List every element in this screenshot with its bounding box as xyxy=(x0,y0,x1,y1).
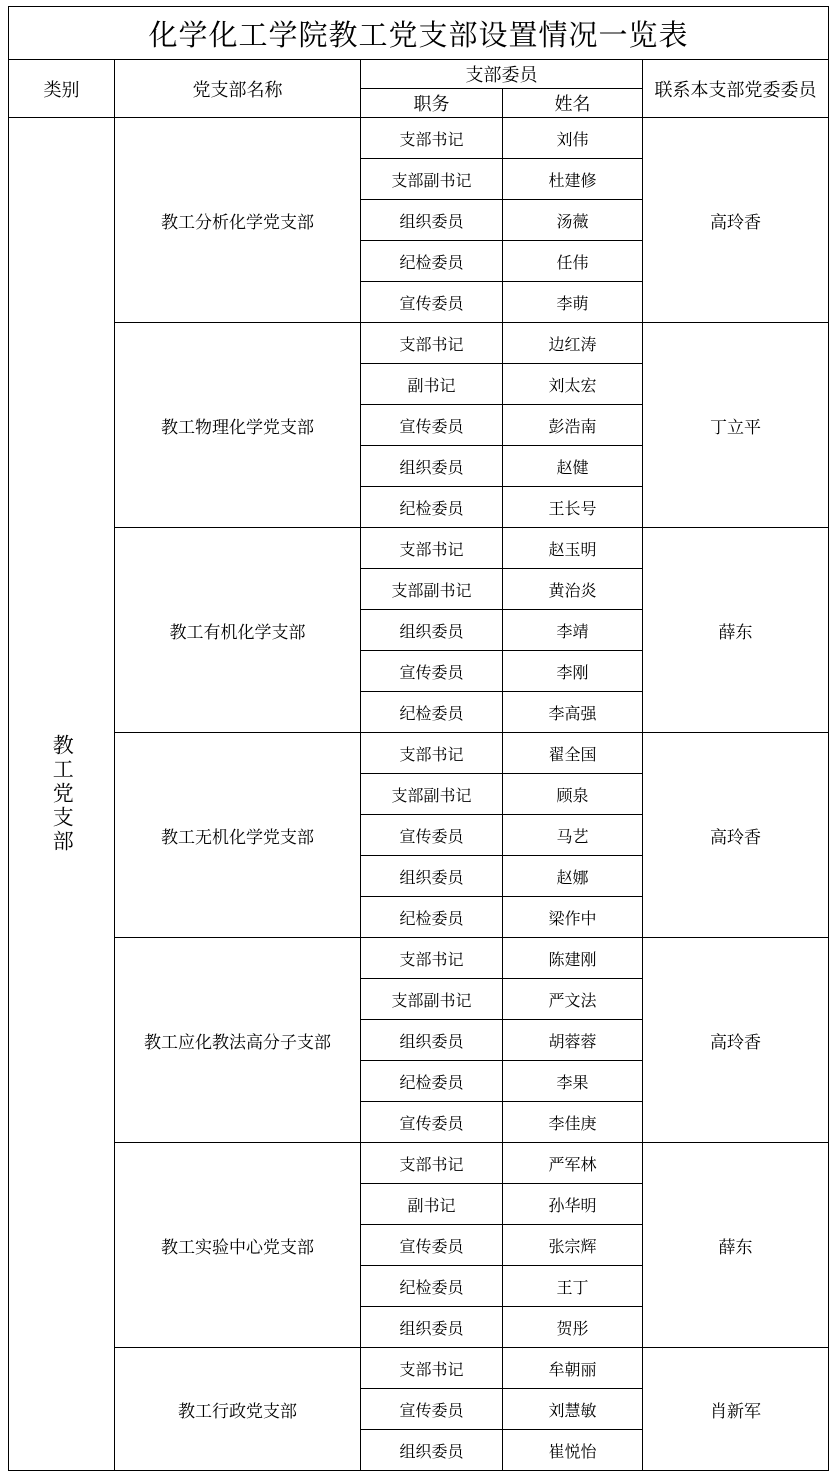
member-role-cell: 宣传委员 xyxy=(361,1102,503,1143)
member-role-cell: 支部书记 xyxy=(361,118,503,159)
member-role-cell: 宣传委员 xyxy=(361,405,503,446)
branch-name-cell: 教工物理化学党支部 xyxy=(115,323,361,528)
member-role-cell: 组织委员 xyxy=(361,1020,503,1061)
member-role-cell: 副书记 xyxy=(361,1184,503,1225)
header-name: 姓名 xyxy=(503,89,643,118)
member-role-cell: 纪检委员 xyxy=(361,241,503,282)
header-row-1 xyxy=(9,60,829,89)
member-role-cell: 宣传委员 xyxy=(361,1389,503,1430)
table-row xyxy=(9,1348,829,1389)
member-role-cell: 支部书记 xyxy=(361,938,503,979)
category-label: 教工党支部 xyxy=(50,734,75,854)
member-name-cell: 赵玉明 xyxy=(503,528,643,569)
header-committee: 支部委员 xyxy=(361,60,643,89)
member-name-cell: 王丁 xyxy=(503,1266,643,1307)
member-role-cell: 组织委员 xyxy=(361,856,503,897)
member-name-cell: 牟朝丽 xyxy=(503,1348,643,1389)
member-name-cell: 李刚 xyxy=(503,651,643,692)
header-liaison: 联系本支部党委委员 xyxy=(643,60,829,118)
member-name-cell: 王长号 xyxy=(503,487,643,528)
member-name-cell: 赵健 xyxy=(503,446,643,487)
branch-name-cell: 教工有机化学支部 xyxy=(115,528,361,733)
member-name-cell: 李靖 xyxy=(503,610,643,651)
member-role-cell: 纪检委员 xyxy=(361,1061,503,1102)
member-name-cell: 陈建刚 xyxy=(503,938,643,979)
liaison-cell: 高玲香 xyxy=(643,118,829,323)
header-role: 职务 xyxy=(361,89,503,118)
member-name-cell: 梁作中 xyxy=(503,897,643,938)
category-cell xyxy=(9,118,115,1471)
member-role-cell: 纪检委员 xyxy=(361,487,503,528)
liaison-cell: 薛东 xyxy=(643,528,829,733)
branch-name-cell: 教工实验中心党支部 xyxy=(115,1143,361,1348)
member-name-cell: 顾泉 xyxy=(503,774,643,815)
member-name-cell: 贺彤 xyxy=(503,1307,643,1348)
member-role-cell: 纪检委员 xyxy=(361,1266,503,1307)
member-name-cell: 刘太宏 xyxy=(503,364,643,405)
member-role-cell: 支部书记 xyxy=(361,323,503,364)
member-role-cell: 宣传委员 xyxy=(361,282,503,323)
member-name-cell: 胡蓉蓉 xyxy=(503,1020,643,1061)
member-role-cell: 组织委员 xyxy=(361,610,503,651)
member-name-cell: 马艺 xyxy=(503,815,643,856)
member-name-cell: 刘慧敏 xyxy=(503,1389,643,1430)
liaison-cell: 高玲香 xyxy=(643,938,829,1143)
member-name-cell: 崔悦怡 xyxy=(503,1430,643,1471)
member-name-cell: 边红涛 xyxy=(503,323,643,364)
member-name-cell: 杜建修 xyxy=(503,159,643,200)
member-role-cell: 支部书记 xyxy=(361,1348,503,1389)
member-name-cell: 翟全国 xyxy=(503,733,643,774)
member-role-cell: 支部副书记 xyxy=(361,774,503,815)
member-name-cell: 黄治炎 xyxy=(503,569,643,610)
member-name-cell: 李高强 xyxy=(503,692,643,733)
table-title-row xyxy=(9,7,829,60)
member-role-cell: 组织委员 xyxy=(361,200,503,241)
table-row xyxy=(9,1143,829,1184)
member-name-cell: 汤薇 xyxy=(503,200,643,241)
branch-name-cell: 教工无机化学党支部 xyxy=(115,733,361,938)
member-role-cell: 支部书记 xyxy=(361,528,503,569)
member-name-cell: 严文法 xyxy=(503,979,643,1020)
member-name-cell: 李萌 xyxy=(503,282,643,323)
branch-name-cell: 教工行政党支部 xyxy=(115,1348,361,1471)
member-name-cell: 李果 xyxy=(503,1061,643,1102)
member-name-cell: 张宗辉 xyxy=(503,1225,643,1266)
member-role-cell: 纪检委员 xyxy=(361,692,503,733)
table-row xyxy=(9,528,829,569)
table-row xyxy=(9,323,829,364)
member-role-cell: 副书记 xyxy=(361,364,503,405)
liaison-cell: 薛东 xyxy=(643,1143,829,1348)
member-name-cell: 彭浩南 xyxy=(503,405,643,446)
member-name-cell: 李佳庚 xyxy=(503,1102,643,1143)
page-title: 化学化工学院教工党支部设置情况一览表 xyxy=(9,7,829,60)
member-role-cell: 支部书记 xyxy=(361,733,503,774)
header-branch-name: 党支部名称 xyxy=(115,60,361,118)
member-role-cell: 组织委员 xyxy=(361,446,503,487)
member-role-cell: 支部副书记 xyxy=(361,569,503,610)
member-name-cell: 刘伟 xyxy=(503,118,643,159)
table-row xyxy=(9,938,829,979)
member-name-cell: 赵娜 xyxy=(503,856,643,897)
member-role-cell: 支部副书记 xyxy=(361,159,503,200)
party-branch-table xyxy=(8,6,829,1471)
table-row xyxy=(9,118,829,159)
liaison-cell: 高玲香 xyxy=(643,733,829,938)
member-role-cell: 宣传委员 xyxy=(361,651,503,692)
member-role-cell: 组织委员 xyxy=(361,1307,503,1348)
branch-name-cell: 教工应化教法高分子支部 xyxy=(115,938,361,1143)
member-name-cell: 严军林 xyxy=(503,1143,643,1184)
member-role-cell: 宣传委员 xyxy=(361,815,503,856)
member-role-cell: 宣传委员 xyxy=(361,1225,503,1266)
liaison-cell: 丁立平 xyxy=(643,323,829,528)
member-role-cell: 组织委员 xyxy=(361,1430,503,1471)
member-role-cell: 支部副书记 xyxy=(361,979,503,1020)
member-name-cell: 孙华明 xyxy=(503,1184,643,1225)
member-role-cell: 纪检委员 xyxy=(361,897,503,938)
branch-name-cell: 教工分析化学党支部 xyxy=(115,118,361,323)
header-category: 类别 xyxy=(9,60,115,118)
member-name-cell: 任伟 xyxy=(503,241,643,282)
liaison-cell: 肖新军 xyxy=(643,1348,829,1471)
table-row xyxy=(9,733,829,774)
member-role-cell: 支部书记 xyxy=(361,1143,503,1184)
